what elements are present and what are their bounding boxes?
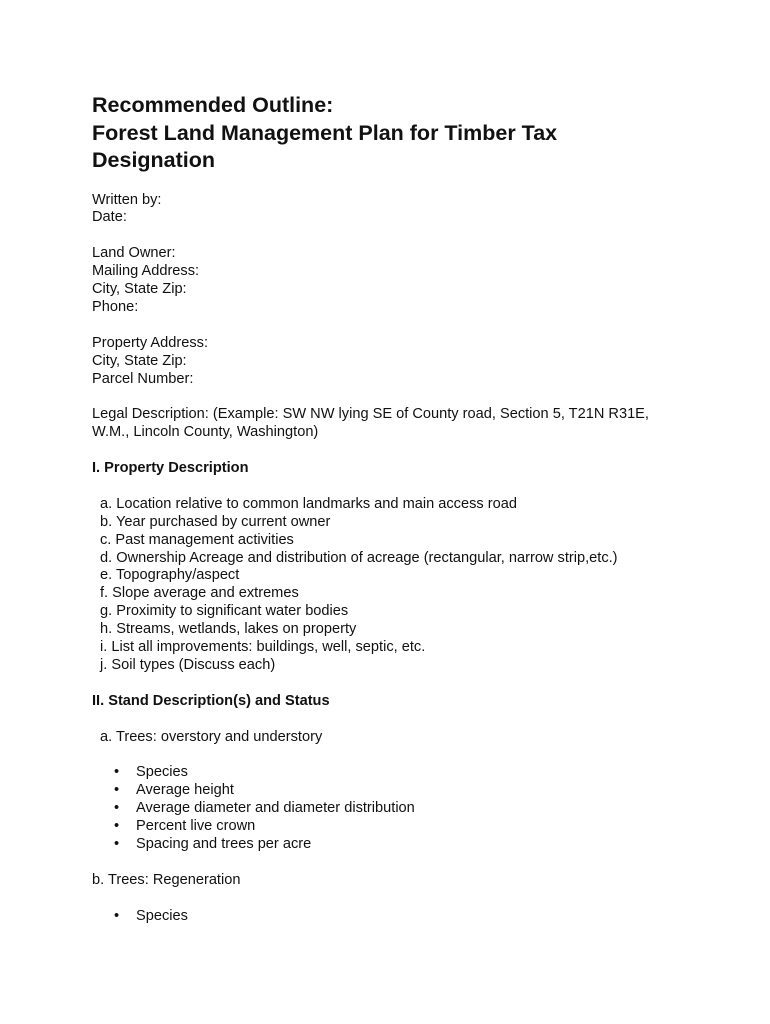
list-item: j. Soil types (Discuss each) xyxy=(100,656,276,673)
title-line: Recommended Outline: xyxy=(92,93,334,117)
regeneration-bullet-list xyxy=(92,908,732,926)
list-item: e. Topography/aspect xyxy=(100,567,240,584)
list-item: g. Proximity to significant water bodies xyxy=(100,603,349,620)
section-stand-description xyxy=(92,693,732,926)
document-title xyxy=(92,92,732,175)
bullet-icon: • xyxy=(114,782,120,799)
legal-description xyxy=(92,406,732,442)
owner-city-state-zip-label: City, State Zip: xyxy=(92,281,187,298)
property-address-label: Property Address: xyxy=(92,334,208,351)
subsection-label: a. Trees: overstory and understory xyxy=(100,728,323,745)
bullet-item xyxy=(92,782,732,800)
list-item: h. Streams, wetlands, lakes on property xyxy=(100,621,357,638)
phone-label: Phone: xyxy=(92,298,139,315)
legal-description-line: Legal Description: (Example: SW NW lying SE of County road, Section 5, T21N R31E, xyxy=(92,406,649,423)
overstory-bullet-list xyxy=(92,764,732,854)
section-property-description xyxy=(92,460,732,675)
document-page xyxy=(92,92,732,926)
written-by-label: Written by: xyxy=(92,191,162,208)
title-line: Forest Land Management Plan for Timber Tax xyxy=(92,120,558,145)
property-city-state-zip-label: City, State Zip: xyxy=(92,352,187,369)
parcel-number-label: Parcel Number: xyxy=(92,370,194,387)
list-item: f. Slope average and extremes xyxy=(100,585,299,602)
bullet-item xyxy=(92,818,732,836)
bullet-icon: • xyxy=(114,764,120,781)
section-heading: II. Stand Description(s) and Status xyxy=(92,692,330,709)
legal-description-line: W.M., Lincoln County, Washington) xyxy=(92,424,319,441)
bullet-item xyxy=(92,908,732,926)
bullet-icon: • xyxy=(114,818,120,835)
bullet-text: Average height xyxy=(136,782,234,799)
owner-block xyxy=(92,245,732,317)
bullet-text: Spacing and trees per acre xyxy=(136,836,312,852)
list-item: c. Past management activities xyxy=(100,531,294,548)
list-item: a. Location relative to common landmarks and main access road xyxy=(100,495,517,512)
bullet-item xyxy=(92,836,732,854)
author-block xyxy=(92,192,732,228)
bullet-text: Average diameter and diameter distribution xyxy=(136,800,415,817)
bullet-text: Percent live crown xyxy=(136,818,256,835)
subsection-label: b. Trees: Regeneration xyxy=(92,871,241,888)
mailing-address-label: Mailing Address: xyxy=(92,263,200,280)
bullet-text: Species xyxy=(136,907,188,924)
property-description-list xyxy=(92,496,732,675)
bullet-icon: • xyxy=(114,907,120,924)
bullet-icon: • xyxy=(114,800,120,817)
section-heading: I. Property Description xyxy=(92,460,249,477)
date-label: Date: xyxy=(92,209,127,226)
list-item: d. Ownership Acreage and distribution of acreage (rectangular, narrow strip,etc.) xyxy=(100,549,618,566)
property-block xyxy=(92,335,732,389)
title-line: Designation xyxy=(92,148,216,172)
list-item: i. List all improvements: buildings, well, septic, etc. xyxy=(100,639,426,656)
bullet-icon: • xyxy=(114,836,120,852)
bullet-item xyxy=(92,764,732,782)
bullet-text: Species xyxy=(136,764,188,781)
land-owner-label: Land Owner: xyxy=(92,245,176,262)
bullet-item xyxy=(92,800,732,818)
list-item: b. Year purchased by current owner xyxy=(100,513,331,530)
